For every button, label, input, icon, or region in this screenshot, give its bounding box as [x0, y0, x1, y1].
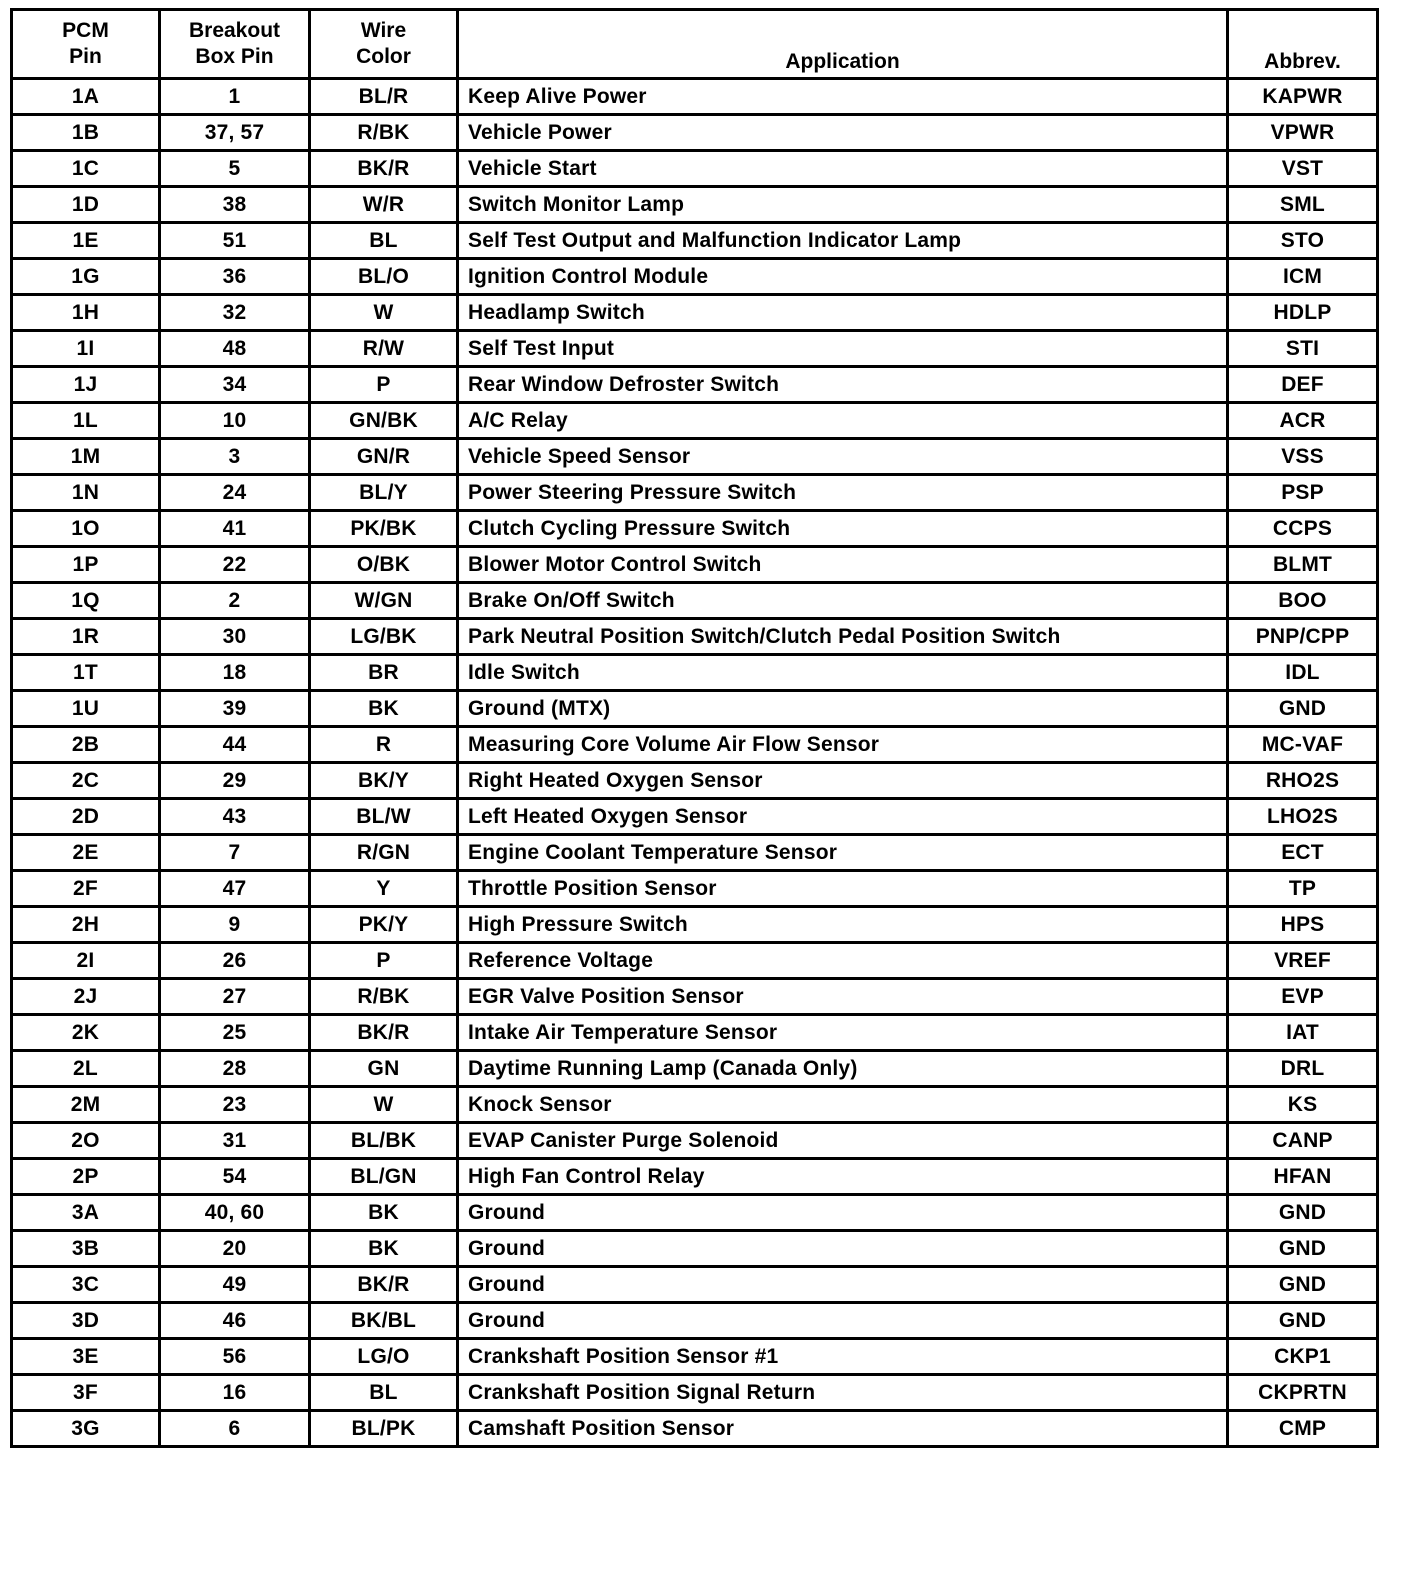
cell-abbrev: ACR [1228, 403, 1378, 439]
cell-wire-color: BL [310, 223, 458, 259]
cell-application: Intake Air Temperature Sensor [458, 1015, 1228, 1051]
table-row [12, 1339, 1378, 1375]
cell-application: EGR Valve Position Sensor [458, 979, 1228, 1015]
cell-abbrev: IDL [1228, 655, 1378, 691]
cell-breakout-box-pin: 39 [160, 691, 310, 727]
table-row [12, 79, 1378, 115]
cell-abbrev: VREF [1228, 943, 1378, 979]
cell-application: High Fan Control Relay [458, 1159, 1228, 1195]
cell-breakout-box-pin: 6 [160, 1411, 310, 1447]
cell-wire-color: BK/BL [310, 1303, 458, 1339]
cell-pcm-pin: 1H [12, 295, 160, 331]
table-row [12, 547, 1378, 583]
cell-application: Blower Motor Control Switch [458, 547, 1228, 583]
cell-abbrev: HDLP [1228, 295, 1378, 331]
cell-application: Ground [458, 1303, 1228, 1339]
cell-wire-color: BL/PK [310, 1411, 458, 1447]
cell-breakout-box-pin: 56 [160, 1339, 310, 1375]
header-wire-color [310, 10, 458, 79]
cell-wire-color: BR [310, 655, 458, 691]
cell-wire-color: BK/Y [310, 763, 458, 799]
cell-pcm-pin: 2B [12, 727, 160, 763]
cell-abbrev: IAT [1228, 1015, 1378, 1051]
header-breakout-line1: Breakout [188, 19, 281, 42]
pcm-pinout-table [10, 8, 1379, 1448]
cell-wire-color: W/R [310, 187, 458, 223]
cell-wire-color: BK/R [310, 151, 458, 187]
cell-abbrev: PSP [1228, 475, 1378, 511]
cell-abbrev: DEF [1228, 367, 1378, 403]
table-row [12, 367, 1378, 403]
cell-abbrev: MC-VAF [1228, 727, 1378, 763]
header-pcm-pin-line2: Pin [69, 45, 102, 68]
cell-abbrev: HPS [1228, 907, 1378, 943]
cell-application: Left Heated Oxygen Sensor [458, 799, 1228, 835]
table-row [12, 835, 1378, 871]
cell-wire-color: BL [310, 1375, 458, 1411]
cell-application: Headlamp Switch [458, 295, 1228, 331]
table-row [12, 583, 1378, 619]
table-row [12, 475, 1378, 511]
table-row [12, 259, 1378, 295]
cell-pcm-pin: 1C [12, 151, 160, 187]
cell-abbrev: STI [1228, 331, 1378, 367]
cell-breakout-box-pin: 46 [160, 1303, 310, 1339]
table-row [12, 1015, 1378, 1051]
cell-breakout-box-pin: 24 [160, 475, 310, 511]
cell-pcm-pin: 1O [12, 511, 160, 547]
cell-abbrev: CCPS [1228, 511, 1378, 547]
cell-wire-color: GN/R [310, 439, 458, 475]
cell-abbrev: SML [1228, 187, 1378, 223]
cell-abbrev: LHO2S [1228, 799, 1378, 835]
cell-wire-color: W [310, 295, 458, 331]
cell-pcm-pin: 2P [12, 1159, 160, 1195]
cell-abbrev: CMP [1228, 1411, 1378, 1447]
table-row [12, 979, 1378, 1015]
cell-breakout-box-pin: 16 [160, 1375, 310, 1411]
header-wire-line1: Wire [360, 19, 407, 42]
cell-application: Park Neutral Position Switch/Clutch Pedal Position Switch [458, 619, 1228, 655]
cell-abbrev: GND [1228, 1303, 1378, 1339]
cell-pcm-pin: 1A [12, 79, 160, 115]
cell-pcm-pin: 1D [12, 187, 160, 223]
cell-breakout-box-pin: 1 [160, 79, 310, 115]
cell-pcm-pin: 2C [12, 763, 160, 799]
cell-abbrev: BOO [1228, 583, 1378, 619]
table-row [12, 1195, 1378, 1231]
cell-application: Brake On/Off Switch [458, 583, 1228, 619]
table-row [12, 907, 1378, 943]
cell-application: Knock Sensor [458, 1087, 1228, 1123]
table-row [12, 331, 1378, 367]
table-row [12, 223, 1378, 259]
cell-application: Keep Alive Power [458, 79, 1228, 115]
cell-application: Engine Coolant Temperature Sensor [458, 835, 1228, 871]
cell-pcm-pin: 2J [12, 979, 160, 1015]
header-application: Application [458, 10, 1228, 79]
table-row [12, 1375, 1378, 1411]
table-row [12, 1051, 1378, 1087]
cell-pcm-pin: 2K [12, 1015, 160, 1051]
cell-application: Crankshaft Position Sensor #1 [458, 1339, 1228, 1375]
cell-breakout-box-pin: 9 [160, 907, 310, 943]
cell-pcm-pin: 1G [12, 259, 160, 295]
cell-pcm-pin: 3C [12, 1267, 160, 1303]
cell-wire-color: R/W [310, 331, 458, 367]
cell-application: Idle Switch [458, 655, 1228, 691]
cell-breakout-box-pin: 7 [160, 835, 310, 871]
cell-application: Power Steering Pressure Switch [458, 475, 1228, 511]
cell-pcm-pin: 1M [12, 439, 160, 475]
cell-wire-color: GN/BK [310, 403, 458, 439]
cell-breakout-box-pin: 32 [160, 295, 310, 331]
cell-application: Self Test Input [458, 331, 1228, 367]
cell-pcm-pin: 2M [12, 1087, 160, 1123]
cell-wire-color: BK [310, 1195, 458, 1231]
cell-application: Crankshaft Position Signal Return [458, 1375, 1228, 1411]
cell-pcm-pin: 3G [12, 1411, 160, 1447]
cell-abbrev: HFAN [1228, 1159, 1378, 1195]
cell-pcm-pin: 1L [12, 403, 160, 439]
header-pcm-pin-line1: PCM [62, 19, 109, 42]
cell-breakout-box-pin: 20 [160, 1231, 310, 1267]
cell-breakout-box-pin: 38 [160, 187, 310, 223]
cell-wire-color: BK/R [310, 1015, 458, 1051]
cell-pcm-pin: 3A [12, 1195, 160, 1231]
cell-pcm-pin: 1B [12, 115, 160, 151]
cell-wire-color: BK [310, 691, 458, 727]
cell-pcm-pin: 2E [12, 835, 160, 871]
cell-breakout-box-pin: 37, 57 [160, 115, 310, 151]
cell-application: Ground [458, 1231, 1228, 1267]
cell-wire-color: PK/Y [310, 907, 458, 943]
cell-abbrev: VSS [1228, 439, 1378, 475]
cell-breakout-box-pin: 3 [160, 439, 310, 475]
cell-application: Ground [458, 1267, 1228, 1303]
cell-abbrev: GND [1228, 1231, 1378, 1267]
cell-abbrev: VPWR [1228, 115, 1378, 151]
cell-pcm-pin: 3F [12, 1375, 160, 1411]
cell-breakout-box-pin: 27 [160, 979, 310, 1015]
cell-pcm-pin: 2H [12, 907, 160, 943]
table-row [12, 1087, 1378, 1123]
cell-breakout-box-pin: 54 [160, 1159, 310, 1195]
table-row [12, 1303, 1378, 1339]
table-row [12, 619, 1378, 655]
cell-abbrev: CKP1 [1228, 1339, 1378, 1375]
cell-breakout-box-pin: 51 [160, 223, 310, 259]
cell-breakout-box-pin: 49 [160, 1267, 310, 1303]
cell-breakout-box-pin: 43 [160, 799, 310, 835]
cell-abbrev: CKPRTN [1228, 1375, 1378, 1411]
cell-pcm-pin: 3E [12, 1339, 160, 1375]
cell-wire-color: W/GN [310, 583, 458, 619]
table-row [12, 1411, 1378, 1447]
table-row [12, 1123, 1378, 1159]
cell-abbrev: VST [1228, 151, 1378, 187]
cell-application: Measuring Core Volume Air Flow Sensor [458, 727, 1228, 763]
cell-wire-color: R [310, 727, 458, 763]
cell-abbrev: KS [1228, 1087, 1378, 1123]
table-row [12, 439, 1378, 475]
cell-abbrev: ICM [1228, 259, 1378, 295]
cell-application: Clutch Cycling Pressure Switch [458, 511, 1228, 547]
table-row [12, 943, 1378, 979]
table-row [12, 403, 1378, 439]
table-row [12, 295, 1378, 331]
cell-wire-color: PK/BK [310, 511, 458, 547]
table-body [12, 79, 1378, 1447]
cell-pcm-pin: 1U [12, 691, 160, 727]
cell-wire-color: O/BK [310, 547, 458, 583]
cell-wire-color: R/GN [310, 835, 458, 871]
cell-breakout-box-pin: 22 [160, 547, 310, 583]
table-row [12, 1159, 1378, 1195]
cell-abbrev: RHO2S [1228, 763, 1378, 799]
table-row [12, 1231, 1378, 1267]
cell-wire-color: BK [310, 1231, 458, 1267]
cell-application: Vehicle Power [458, 115, 1228, 151]
cell-wire-color: W [310, 1087, 458, 1123]
cell-wire-color: BL/O [310, 259, 458, 295]
cell-application: Right Heated Oxygen Sensor [458, 763, 1228, 799]
pinout-sheet [10, 8, 1376, 1448]
header-pcm-pin [12, 10, 160, 79]
cell-wire-color: BL/GN [310, 1159, 458, 1195]
cell-application: Ground (MTX) [458, 691, 1228, 727]
cell-pcm-pin: 1R [12, 619, 160, 655]
cell-application: Switch Monitor Lamp [458, 187, 1228, 223]
table-row [12, 151, 1378, 187]
cell-pcm-pin: 2I [12, 943, 160, 979]
cell-breakout-box-pin: 10 [160, 403, 310, 439]
cell-application: Vehicle Speed Sensor [458, 439, 1228, 475]
cell-pcm-pin: 1I [12, 331, 160, 367]
table-row [12, 727, 1378, 763]
header-row [12, 10, 1378, 79]
cell-pcm-pin: 1P [12, 547, 160, 583]
table-row [12, 1267, 1378, 1303]
cell-abbrev: PNP/CPP [1228, 619, 1378, 655]
cell-abbrev: DRL [1228, 1051, 1378, 1087]
cell-wire-color: BL/W [310, 799, 458, 835]
cell-pcm-pin: 2O [12, 1123, 160, 1159]
table-row [12, 511, 1378, 547]
cell-application: Ignition Control Module [458, 259, 1228, 295]
cell-breakout-box-pin: 41 [160, 511, 310, 547]
cell-application: High Pressure Switch [458, 907, 1228, 943]
cell-breakout-box-pin: 5 [160, 151, 310, 187]
cell-application: A/C Relay [458, 403, 1228, 439]
cell-wire-color: P [310, 367, 458, 403]
cell-breakout-box-pin: 30 [160, 619, 310, 655]
cell-wire-color: BL/BK [310, 1123, 458, 1159]
header-breakout-box-pin [160, 10, 310, 79]
cell-breakout-box-pin: 26 [160, 943, 310, 979]
cell-abbrev: STO [1228, 223, 1378, 259]
cell-wire-color: R/BK [310, 979, 458, 1015]
cell-breakout-box-pin: 44 [160, 727, 310, 763]
cell-breakout-box-pin: 23 [160, 1087, 310, 1123]
cell-breakout-box-pin: 40, 60 [160, 1195, 310, 1231]
cell-application: Ground [458, 1195, 1228, 1231]
cell-pcm-pin: 1T [12, 655, 160, 691]
cell-pcm-pin: 1J [12, 367, 160, 403]
cell-application: Rear Window Defroster Switch [458, 367, 1228, 403]
cell-wire-color: BL/R [310, 79, 458, 115]
cell-breakout-box-pin: 2 [160, 583, 310, 619]
cell-abbrev: ECT [1228, 835, 1378, 871]
cell-breakout-box-pin: 18 [160, 655, 310, 691]
cell-wire-color: LG/O [310, 1339, 458, 1375]
cell-abbrev: BLMT [1228, 547, 1378, 583]
table-row [12, 871, 1378, 907]
cell-abbrev: GND [1228, 691, 1378, 727]
cell-breakout-box-pin: 31 [160, 1123, 310, 1159]
table-row [12, 655, 1378, 691]
table-row [12, 763, 1378, 799]
cell-pcm-pin: 1N [12, 475, 160, 511]
header-abbrev: Abbrev. [1228, 10, 1378, 79]
cell-pcm-pin: 2L [12, 1051, 160, 1087]
table-row [12, 187, 1378, 223]
cell-wire-color: BK/R [310, 1267, 458, 1303]
cell-wire-color: R/BK [310, 115, 458, 151]
cell-pcm-pin: 2D [12, 799, 160, 835]
table-row [12, 115, 1378, 151]
cell-application: Throttle Position Sensor [458, 871, 1228, 907]
cell-abbrev: GND [1228, 1267, 1378, 1303]
cell-wire-color: LG/BK [310, 619, 458, 655]
cell-application: Vehicle Start [458, 151, 1228, 187]
cell-abbrev: KAPWR [1228, 79, 1378, 115]
table-row [12, 691, 1378, 727]
header-wire-line2: Color [356, 45, 411, 68]
cell-abbrev: TP [1228, 871, 1378, 907]
cell-breakout-box-pin: 34 [160, 367, 310, 403]
cell-wire-color: GN [310, 1051, 458, 1087]
cell-breakout-box-pin: 29 [160, 763, 310, 799]
cell-pcm-pin: 3B [12, 1231, 160, 1267]
cell-application: Self Test Output and Malfunction Indicator Lamp [458, 223, 1228, 259]
cell-pcm-pin: 1E [12, 223, 160, 259]
cell-breakout-box-pin: 25 [160, 1015, 310, 1051]
cell-breakout-box-pin: 28 [160, 1051, 310, 1087]
table-row [12, 799, 1378, 835]
cell-application: Camshaft Position Sensor [458, 1411, 1228, 1447]
cell-abbrev: CANP [1228, 1123, 1378, 1159]
cell-breakout-box-pin: 48 [160, 331, 310, 367]
cell-breakout-box-pin: 36 [160, 259, 310, 295]
cell-application: Reference Voltage [458, 943, 1228, 979]
cell-application: Daytime Running Lamp (Canada Only) [458, 1051, 1228, 1087]
cell-pcm-pin: 3D [12, 1303, 160, 1339]
cell-breakout-box-pin: 47 [160, 871, 310, 907]
cell-abbrev: EVP [1228, 979, 1378, 1015]
cell-wire-color: P [310, 943, 458, 979]
cell-pcm-pin: 2F [12, 871, 160, 907]
cell-wire-color: BL/Y [310, 475, 458, 511]
header-breakout-line2: Box Pin [195, 45, 274, 68]
cell-abbrev: GND [1228, 1195, 1378, 1231]
cell-wire-color: Y [310, 871, 458, 907]
cell-pcm-pin: 1Q [12, 583, 160, 619]
cell-application: EVAP Canister Purge Solenoid [458, 1123, 1228, 1159]
